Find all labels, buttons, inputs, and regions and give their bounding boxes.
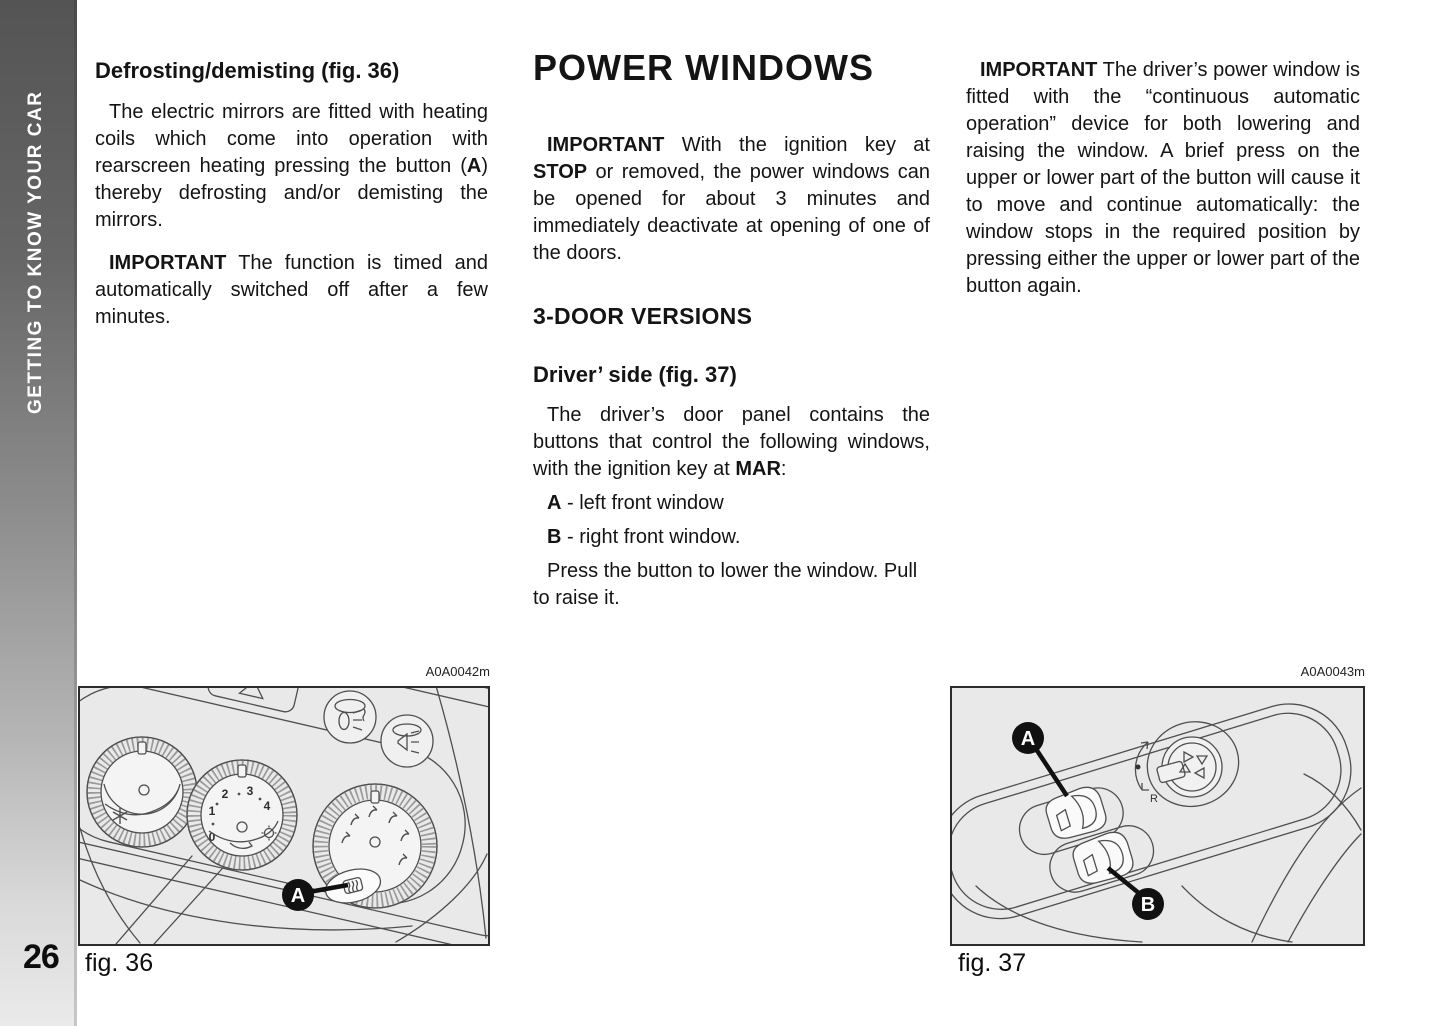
figure37-code: A0A0043m xyxy=(1300,664,1365,679)
figure37-caption: fig. 37 xyxy=(958,949,1027,977)
climate-control-panel-drawing xyxy=(80,688,488,944)
dial-1: 1 xyxy=(208,804,216,818)
callout-b-letter: B xyxy=(1140,894,1156,916)
figure37-illustration xyxy=(950,686,1365,946)
defrosting-heading: Defrosting/demisting (fig. 36) xyxy=(95,58,400,83)
power-windows-important-note: IMPORTANT With the ignition key at STOP or removed, the power windows can be opened for about 3 minutes and immediately deactivate at opening of one of the doors. xyxy=(533,134,930,264)
callout-a-letter: A xyxy=(1020,728,1036,750)
defrosting-paragraph: The electric mirrors are fitted with heating coils which come into operation with rearscreen heating pressing the button (A) thereby defrosting and/or demisting the mirrors. xyxy=(95,101,488,231)
driver-side-heading: Driver’ side (fig. 37) xyxy=(533,362,737,387)
figure36-code: A0A0042m xyxy=(425,664,490,679)
callout-a-badge xyxy=(282,879,314,911)
driver-window-important-note: IMPORTANT The driver’s power window is fitted with the “continuous automatic operation” device for both lowering and raising the window. A brief press on the upper or lower part of the button will cause it to move and continue automatically: the window stops in the required position by pressing either the upper or lower part of the button again. xyxy=(966,59,1360,297)
dial-0: 0 xyxy=(208,830,216,844)
window-switch-b xyxy=(1069,829,1136,888)
callout-a-badge xyxy=(1012,722,1044,754)
mirror-adjust-knob xyxy=(1135,737,1222,805)
callout-b-badge xyxy=(1132,888,1164,920)
driver-side-paragraph: The driver’s door panel contains the buttons that control the following windows, with the ignition key at MAR: xyxy=(533,404,930,480)
column-defrosting xyxy=(95,57,488,331)
dial-4: 4 xyxy=(263,799,271,813)
list-item-b: B - right front window. xyxy=(547,526,741,548)
three-door-versions-heading: 3-DOOR VERSIONS xyxy=(533,303,753,329)
callout-a-line xyxy=(1036,749,1067,796)
power-windows-title: POWER WINDOWS xyxy=(533,47,874,88)
defrosting-important-note: IMPORTANT The function is timed and automatically switched off after a few minutes. xyxy=(95,252,488,328)
hazard-button xyxy=(206,688,299,714)
column-power-windows xyxy=(533,48,930,612)
page-number: 26 xyxy=(23,938,59,976)
column-driver-window-note xyxy=(966,57,1360,300)
door-panel-drawing xyxy=(952,688,1363,944)
dial-2: 2 xyxy=(221,787,229,801)
figure36-caption: fig. 36 xyxy=(85,949,154,977)
rear-fog-button xyxy=(381,715,433,767)
front-fog-button xyxy=(324,691,376,743)
callout-a-letter: A xyxy=(290,885,306,907)
chapter-sidebar xyxy=(0,0,77,1026)
dial-3: 3 xyxy=(246,784,254,798)
fan-speed-knob xyxy=(187,760,297,870)
chapter-title: GETTING TO KNOW YOUR CAR xyxy=(25,90,46,415)
list-item-a: A - left front window xyxy=(547,492,724,514)
press-button-paragraph: Press the button to lower the window. Pull to raise it. xyxy=(533,560,918,609)
temperature-knob xyxy=(87,737,197,847)
figure36-illustration xyxy=(78,686,490,946)
rotate-label: R xyxy=(1150,793,1158,805)
